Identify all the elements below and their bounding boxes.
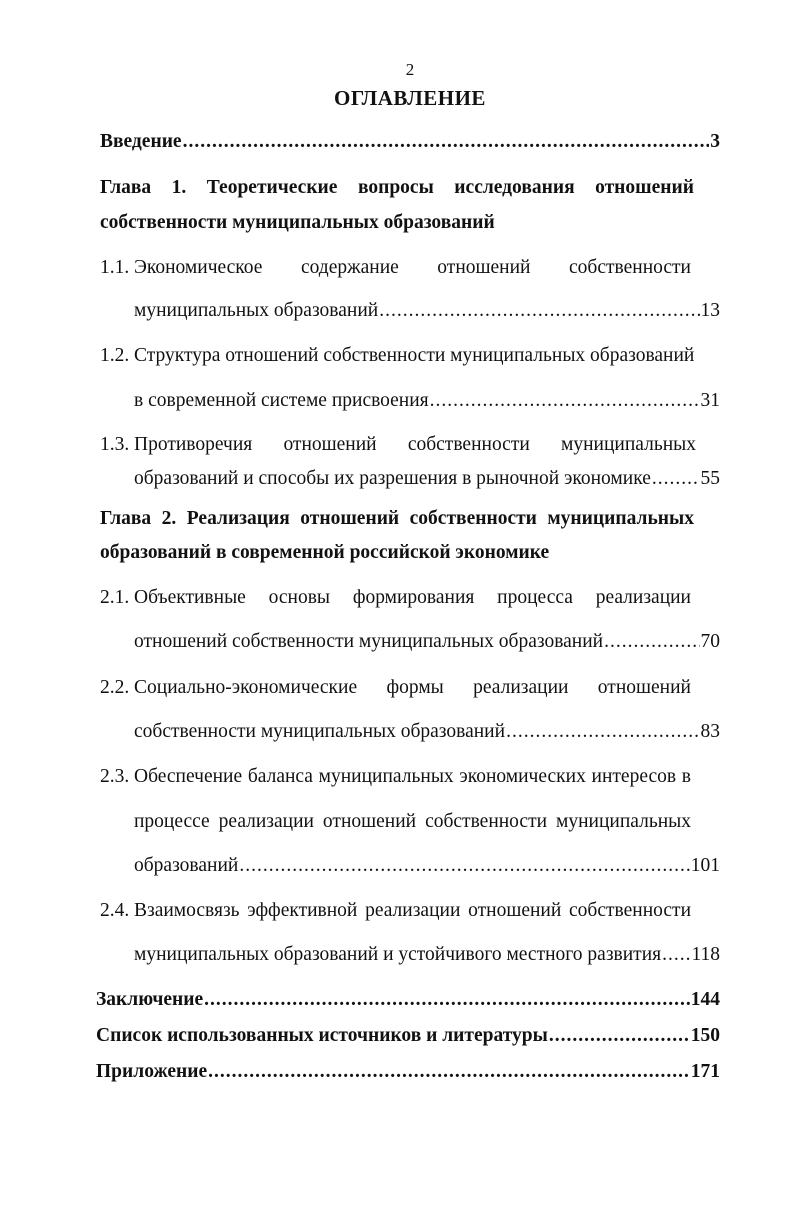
toc-entry-2-2-line1: Социально-экономические формы реализации отношений: [134, 677, 691, 698]
toc-entry-1-2-line1: Структура отношений собственности муниципальных образований: [134, 345, 695, 366]
toc-entry-sources: [96, 1024, 720, 1048]
toc-label: Приложение: [96, 1061, 208, 1082]
toc-entry-1-2-line2: [134, 389, 720, 413]
toc-entry-2-3-line1: Обеспечение баланса муниципальных экономических интересов в: [134, 766, 691, 787]
toc-page: 150: [690, 1025, 720, 1046]
section-number: 1.2.: [100, 345, 130, 366]
section-number: 1.3.: [100, 434, 130, 455]
toc-entry-1-3-line1: Противоречия отношений собственности муниципальных: [134, 434, 696, 455]
page-title: ОГЛАВЛЕНИЕ: [334, 86, 486, 110]
toc-page: 70: [700, 631, 720, 652]
chapter-2-heading-line1: Глава 2. Реализация отношений собственности муниципальных: [100, 508, 694, 529]
section-number: 2.3.: [100, 766, 130, 787]
toc-label: Список использованных источников и литературы: [96, 1025, 548, 1046]
toc-entry-2-3-line2: процессе реализации отношений собственности муниципальных: [134, 811, 691, 832]
toc-page: 144: [690, 989, 720, 1010]
section-number: 2.4.: [100, 900, 130, 921]
leader-dots: [662, 943, 690, 967]
leader-dots: [506, 720, 699, 744]
toc-label: муниципальных образований и устойчивого местного развития: [134, 944, 662, 965]
toc-label: образований: [134, 855, 239, 876]
toc-label: Введение: [100, 131, 182, 152]
section-number: 2.1.: [100, 587, 130, 608]
leader-dots: [183, 130, 710, 154]
chapter-1-heading-line1: Глава 1. Теоретические вопросы исследования отношений: [100, 177, 694, 198]
toc-page: 55: [700, 468, 720, 489]
toc-entry-2-4-line2: [134, 943, 720, 967]
toc-entry-1-1-line1: Экономическое содержание отношений собственности: [134, 257, 691, 278]
toc-label: отношений собственности муниципальных образований: [134, 631, 604, 652]
toc-entry-2-2-line2: [134, 720, 720, 744]
leader-dots: [604, 630, 699, 654]
leader-dots: [239, 854, 689, 878]
toc-label: собственности муниципальных образований: [134, 721, 506, 742]
toc-page: 3: [710, 131, 720, 152]
toc-page: 101: [690, 855, 720, 876]
toc-page: 171: [690, 1061, 720, 1082]
leader-dots: [549, 1024, 690, 1048]
leader-dots: [430, 389, 700, 413]
section-number: 1.1.: [100, 257, 130, 278]
toc-label: муниципальных образований: [134, 300, 379, 321]
toc-entry-2-1-line1: Объективные основы формирования процесса реализации: [134, 587, 691, 608]
toc-page: 13: [700, 300, 720, 321]
toc-label: Заключение: [96, 989, 204, 1010]
toc-label: образований и способы их разрешения в рыночной экономике: [134, 468, 651, 489]
chapter-1-heading-line2: собственности муниципальных образований: [100, 212, 495, 233]
toc-entry-1-1-line2: [134, 299, 720, 323]
toc-page: 31: [700, 390, 720, 411]
section-number: 2.2.: [100, 677, 130, 698]
chapter-2-heading-line2: образований в современной российской экономике: [100, 542, 550, 563]
toc-entry-2-4-line1: Взаимосвязь эффективной реализации отношений собственности: [134, 900, 691, 921]
page-number: 2: [405, 60, 415, 79]
leader-dots: [208, 1060, 690, 1084]
toc-entry-conclusion: [96, 988, 720, 1012]
toc-entry-intro: [100, 130, 720, 154]
toc-entry-1-3-line2: [134, 467, 720, 491]
toc-page: 118: [691, 944, 720, 965]
toc-entry-appendix: [96, 1060, 720, 1084]
toc-entry-2-3-line3: [134, 854, 720, 878]
toc-label: в современной системе присвоения: [134, 390, 429, 411]
leader-dots: [652, 467, 700, 491]
leader-dots: [204, 988, 690, 1012]
leader-dots: [379, 299, 699, 323]
toc-entry-2-1-line2: [134, 630, 720, 654]
toc-page: 83: [700, 721, 720, 742]
